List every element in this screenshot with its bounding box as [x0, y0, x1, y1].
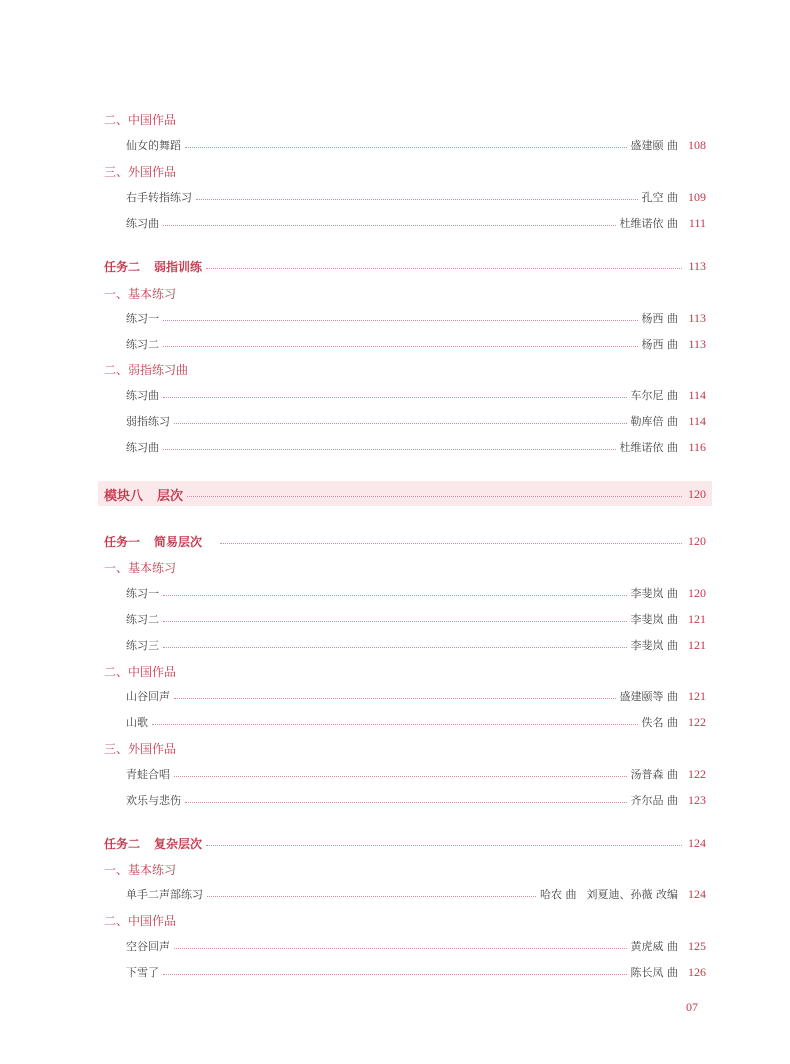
toc-entry[interactable]: [126, 789, 706, 811]
toc-entry[interactable]: [126, 961, 706, 983]
entry-page-number: 114: [688, 387, 706, 402]
dot-leader: [185, 146, 627, 148]
dot-leader: [185, 801, 627, 803]
dot-leader: [163, 620, 627, 622]
entry-title: 欢乐与悲伤: [126, 794, 181, 807]
module-label: 模块八: [104, 488, 144, 504]
toc-entry[interactable]: [126, 436, 706, 458]
toc-entry[interactable]: [126, 384, 706, 406]
toc-entry[interactable]: [126, 212, 706, 234]
entry-attribution: 盛建颐等 曲: [619, 690, 678, 703]
task-title: 复杂层次: [154, 836, 203, 851]
entry-title: 空谷回声: [126, 940, 170, 953]
task-heading[interactable]: [104, 530, 706, 552]
entry-attribution: 杜维诺依 曲: [619, 217, 678, 230]
toc-entry[interactable]: [126, 307, 706, 329]
section-heading-text: 三、外国作品: [104, 741, 177, 756]
entry-title: 练习三: [126, 639, 159, 652]
task-heading[interactable]: [104, 832, 706, 854]
dot-leader: [163, 448, 616, 450]
entry-arranger: 刘夏迪、孙薇 改编: [586, 888, 678, 901]
entry-title: 下雪了: [126, 966, 159, 979]
page-folio: 07: [686, 1000, 698, 1014]
section-heading: [104, 660, 706, 682]
entry-title: 单手二声部练习: [126, 888, 203, 901]
entry-title: 仙女的舞蹈: [126, 139, 181, 152]
section-heading: [104, 556, 706, 578]
entry-title: 练习一: [126, 587, 159, 600]
dot-leader: [163, 345, 638, 347]
section-heading: [104, 858, 706, 880]
entry-title: 练习二: [126, 613, 159, 626]
entry-page-number: 111: [688, 215, 706, 230]
entry-page-number: 108: [688, 137, 706, 152]
entry-attribution: 李斐岚 曲: [630, 587, 678, 600]
toc-entry[interactable]: [126, 410, 706, 432]
toc-entry[interactable]: [126, 134, 706, 156]
entry-page-number: 109: [688, 189, 706, 204]
dot-leader: [163, 224, 616, 226]
section-heading: [104, 358, 706, 380]
entry-attribution: 李斐岚 曲: [630, 639, 678, 652]
entry-title: 山谷回声: [126, 690, 170, 703]
toc-entry[interactable]: [126, 608, 706, 630]
task-label: 任务二: [104, 836, 141, 851]
dot-leader: [163, 646, 627, 648]
entry-page-number: 113: [688, 310, 706, 325]
task-label: 任务一: [104, 534, 141, 549]
entry-attribution: 佚名 曲: [641, 716, 678, 729]
section-heading-text: 三、外国作品: [104, 164, 177, 179]
section-heading: [104, 160, 706, 182]
entry-page-number: 114: [688, 413, 706, 428]
task-heading[interactable]: [104, 255, 706, 277]
entry-page-number: 120: [688, 585, 706, 600]
dot-leader: [207, 895, 536, 897]
entry-page-number: 116: [688, 439, 706, 454]
toc-entry[interactable]: [126, 935, 706, 957]
entry-attribution: 黄虎威 曲: [630, 940, 678, 953]
entry-attribution: 杜维诺依 曲: [619, 441, 678, 454]
entry-title: 右手转指练习: [126, 191, 192, 204]
dot-leader: [174, 947, 627, 949]
entry-attribution: 勒库倍 曲: [630, 415, 678, 428]
entry-attribution: 陈长凤 曲: [630, 966, 678, 979]
entry-attribution: 齐尔品 曲: [630, 794, 678, 807]
entry-title: 练习二: [126, 338, 159, 351]
entry-title: 弱指练习: [126, 415, 170, 428]
entry-attribution: 杨西 曲: [641, 338, 678, 351]
entry-attribution: 车尔尼 曲: [630, 389, 678, 402]
task-page-number: 113: [688, 258, 706, 273]
task-title: 简易层次: [154, 534, 203, 549]
entry-title: 青蛙合唱: [126, 768, 170, 781]
dot-leader: [152, 723, 638, 725]
section-heading-text: 一、基本练习: [104, 560, 177, 575]
entry-attribution: 哈农 曲: [540, 888, 577, 901]
entry-attribution: 汤普森 曲: [630, 768, 678, 781]
entry-page-number: 113: [688, 336, 706, 351]
entry-page-number: 121: [688, 688, 706, 703]
section-heading-text: 二、中国作品: [104, 112, 177, 127]
toc-entry[interactable]: [126, 634, 706, 656]
toc-entry[interactable]: [126, 711, 706, 733]
entry-page-number: 126: [688, 964, 706, 979]
section-heading-text: 二、中国作品: [104, 913, 177, 928]
entry-page-number: 123: [688, 792, 706, 807]
section-heading-text: 一、基本练习: [104, 862, 177, 877]
entry-attribution: 李斐岚 曲: [630, 613, 678, 626]
dot-leader: [206, 267, 682, 269]
toc-entry[interactable]: [126, 186, 706, 208]
task-label: 任务二: [104, 259, 141, 274]
dot-leader: [206, 844, 682, 846]
entry-attribution: 杨西 曲: [641, 312, 678, 325]
section-heading-text: 一、基本练习: [104, 286, 177, 301]
dot-leader: [196, 198, 638, 200]
dot-leader: [187, 495, 682, 497]
section-heading-text: 二、弱指练习曲: [104, 362, 189, 377]
entry-title: 练习一: [126, 312, 159, 325]
section-heading: [104, 737, 706, 759]
entry-attribution: 盛建颐 曲: [630, 139, 678, 152]
section-heading: [104, 108, 706, 130]
dot-leader: [163, 973, 627, 975]
entry-title: 练习曲: [126, 441, 159, 454]
entry-page-number: 122: [688, 766, 706, 781]
entry-page-number: 121: [688, 637, 706, 652]
module-heading[interactable]: [104, 483, 706, 505]
entry-title: 练习曲: [126, 389, 159, 402]
task-page-number: 120: [688, 533, 706, 548]
entry-page-number: 124: [688, 886, 706, 901]
task-title: 弱指训练: [154, 259, 203, 274]
entry-page-number: 121: [688, 611, 706, 626]
dot-leader: [163, 594, 627, 596]
module-title: 层次: [157, 488, 184, 504]
section-heading: [104, 909, 706, 931]
entry-title: 山歌: [126, 716, 148, 729]
toc-entry[interactable]: [126, 333, 706, 355]
toc-entry[interactable]: [126, 582, 706, 604]
dot-leader: [174, 422, 627, 424]
section-heading-text: 二、中国作品: [104, 664, 177, 679]
task-page-number: 124: [688, 835, 706, 850]
dot-leader: [174, 775, 627, 777]
entry-title: 练习曲: [126, 217, 159, 230]
toc-entry[interactable]: [126, 883, 706, 905]
section-heading: [104, 282, 706, 304]
dot-leader: [174, 697, 616, 699]
dot-leader: [163, 396, 627, 398]
entry-page-number: 125: [688, 938, 706, 953]
module-page-number: 120: [688, 486, 706, 501]
dot-leader: [220, 542, 682, 544]
entry-page-number: 122: [688, 714, 706, 729]
toc-entry[interactable]: [126, 685, 706, 707]
toc-entry[interactable]: [126, 763, 706, 785]
dot-leader: [163, 319, 638, 321]
entry-attribution: 孔空 曲: [641, 191, 678, 204]
